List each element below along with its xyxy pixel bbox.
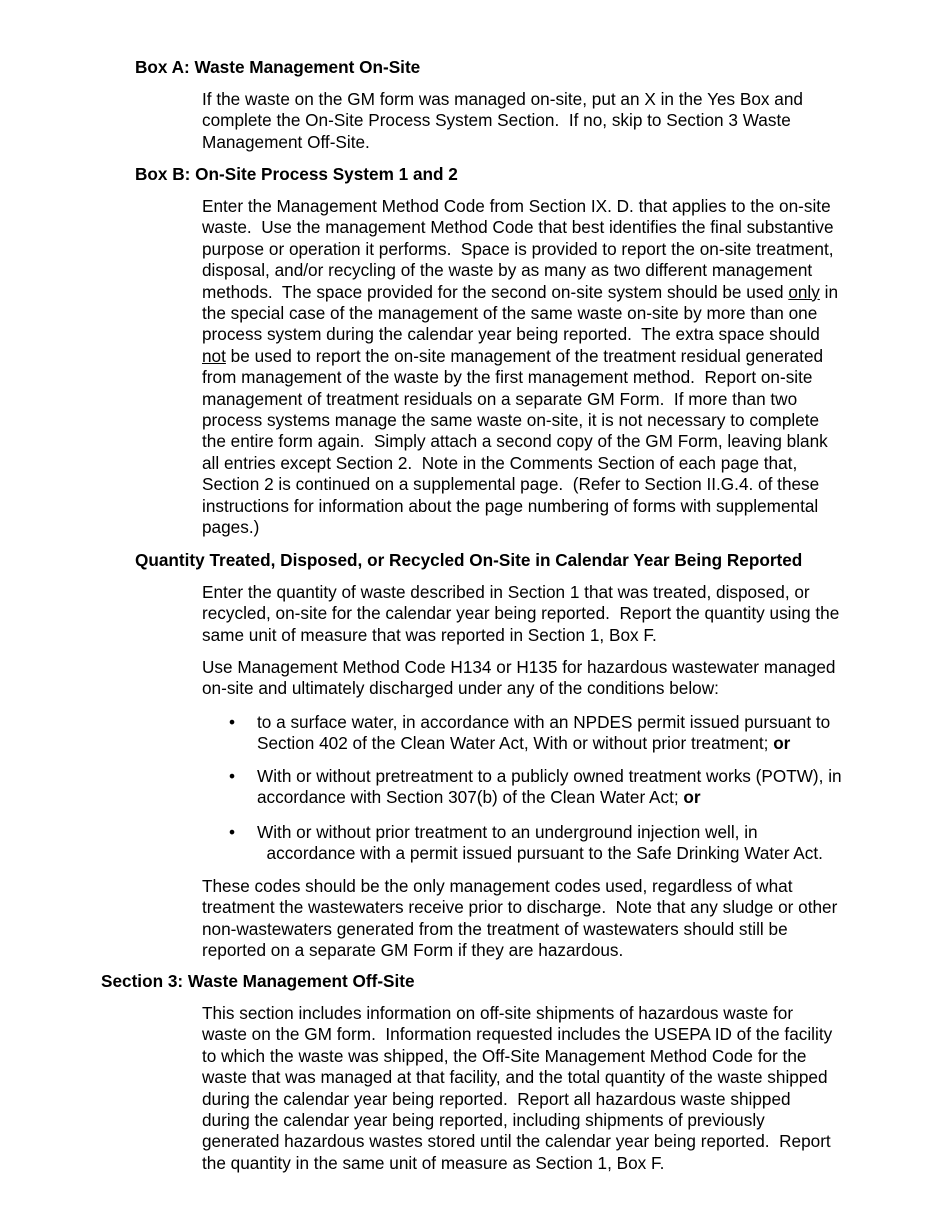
text-line: all entries except Section 2. Note in the Comments Section of each page that, (202, 452, 798, 473)
text-line: pages.) (202, 517, 260, 538)
bullet-icon: • (229, 766, 236, 786)
section-3-heading: Section 3: Waste Management Off-Site (101, 971, 415, 991)
box-b-heading: Box B: On-Site Process System 1 and 2 (135, 164, 458, 184)
box-b-paragraph (202, 196, 902, 539)
text-fragment: in (819, 281, 838, 302)
text-line: to which the waste was shipped, the Off-Site Management Method Code for the (202, 1045, 807, 1066)
text-line: With or without prior treatment to an underground injection well, in (257, 822, 758, 842)
text-line: Use Management Method Code H134 or H135 for hazardous wastewater managed (202, 657, 836, 677)
text-line: on-site and ultimately discharged under any of the conditions below: (202, 678, 719, 699)
text-line: Section 2 is continued on a supplemental page. (Refer to Section II.G.4. of these (202, 474, 820, 495)
emphasis-or: or (683, 787, 701, 808)
text-line: If the waste on the GM form was managed on-site, put an X in the Yes Box and (202, 89, 803, 109)
text-line (257, 787, 917, 808)
quantity-paragraph-1 (202, 582, 902, 646)
list-item (257, 822, 917, 865)
text-line: waste on the GM form. Information requested includes the USEPA ID of the facility (202, 1024, 833, 1045)
text-line: reported on a separate GM Form if they are hazardous. (202, 940, 624, 961)
list-item (257, 766, 917, 809)
quantity-heading: Quantity Treated, Disposed, or Recycled On-Site in Calendar Year Being Reported (135, 550, 803, 570)
text-line: instructions for information about the page numbering of forms with supplemental (202, 495, 819, 516)
text-line: accordance with a permit issued pursuant to the Safe Drinking Water Act. (257, 843, 823, 864)
text-line: treatment the wastewaters receive prior to discharge. Note that any sludge or other (202, 897, 838, 918)
text-line: from management of the waste by the first management method. Report on-site (202, 367, 813, 388)
text-line: With or without pretreatment to a publicly owned treatment works (POTW), in (257, 766, 842, 786)
text-line: This section includes information on off-site shipments of hazardous waste for (202, 1003, 794, 1023)
text-line: Enter the quantity of waste described in Section 1 that was treated, disposed, or (202, 582, 810, 602)
list-item (257, 712, 917, 755)
text-line: purpose or operation it performs. Space is provided to report the on-site treatment, (202, 238, 834, 259)
text-line: disposal, and/or recycling of the waste by as many as two different management (202, 260, 813, 281)
emphasis-not: not (202, 345, 226, 366)
emphasis-or: or (773, 733, 791, 754)
text-line: the quantity in the same unit of measure as Section 1, Box F. (202, 1152, 665, 1173)
quantity-paragraph-3 (202, 876, 902, 962)
quantity-paragraph-2 (202, 657, 902, 700)
text-fragment: be used to report the on-site management of the treatment residual generated (225, 345, 824, 366)
text-line: waste that was managed at that facility, and the total quantity of the waste shipped (202, 1067, 828, 1088)
text-line: waste. Use the management Method Code that best identifies the final substantive (202, 217, 834, 238)
text-line: process systems manage the same waste on-site, it is not necessary to complete (202, 410, 820, 431)
text-line: complete the On-Site Process System Section. If no, skip to Section 3 Waste (202, 110, 791, 131)
text-line: to a surface water, in accordance with an NPDES permit issued pursuant to (257, 712, 831, 732)
text-line (202, 346, 902, 367)
text-fragment: accordance with Section 307(b) of the Clean Water Act; (257, 787, 684, 808)
text-line: non-wastewaters generated from the treatment of wastewaters should still be (202, 918, 788, 939)
text-line: the special case of the management of the same waste on-site by more than one (202, 303, 818, 324)
text-line: process system during the calendar year being reported. The extra space should (202, 324, 820, 345)
text-line: during the calendar year being reported, including shipments of previously (202, 1110, 765, 1131)
text-line: during the calendar year being reported. Report all hazardous waste shipped (202, 1088, 791, 1109)
bullet-icon: • (229, 822, 236, 842)
text-line: These codes should be the only management codes used, regardless of what (202, 876, 793, 896)
text-fragment: Section 402 of the Clean Water Act, With or without prior treatment; (257, 733, 774, 754)
text-fragment: methods. The space provided for the second on-site system should be used (202, 281, 789, 302)
text-line: Enter the Management Method Code from Section IX. D. that applies to the on-site (202, 196, 831, 216)
bullet-icon: • (229, 712, 236, 732)
section-3-paragraph (202, 1003, 902, 1174)
text-line: generated hazardous wastes stored until the calendar year being reported. Report (202, 1131, 831, 1152)
box-a-paragraph (202, 89, 902, 153)
text-line: Management Off-Site. (202, 131, 370, 152)
box-a-heading: Box A: Waste Management On-Site (135, 57, 421, 77)
text-line: management of treatment residuals on a separate GM Form. If more than two (202, 388, 798, 409)
text-line (202, 282, 902, 303)
text-line: the entire form again. Simply attach a second copy of the GM Form, leaving blank (202, 431, 828, 452)
text-line: same unit of measure that was reported in Section 1, Box F. (202, 624, 657, 645)
text-line (257, 733, 917, 754)
text-line: recycled, on-site for the calendar year being reported. Report the quantity using the (202, 603, 840, 624)
emphasis-only: only (788, 281, 820, 302)
